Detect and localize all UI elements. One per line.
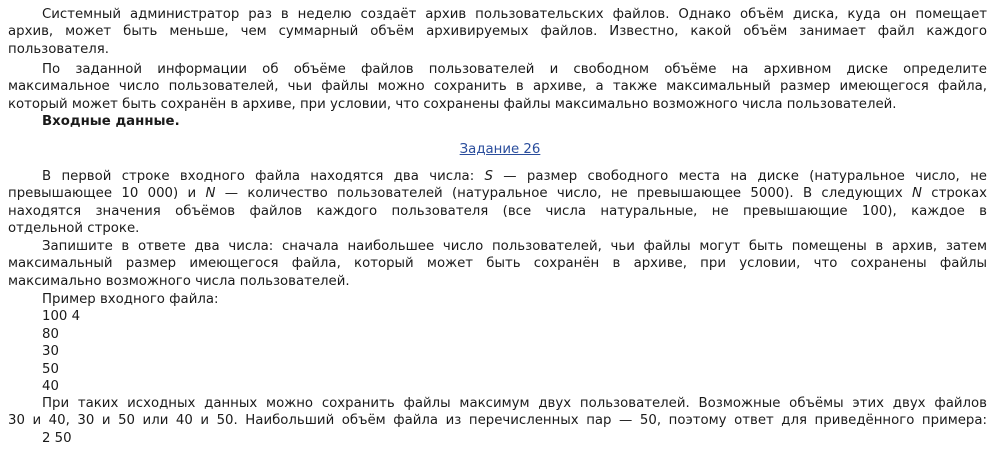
text-line: пользователя. [8,41,110,57]
text-line: отдельной строке. [8,221,140,237]
variable-s: S [484,169,493,184]
text-fragment: — размер свободного места на диске (натуральное число, не [492,169,987,184]
variable-n: N [205,186,216,202]
text-line: максимально возможного числа пользователей. [8,273,350,289]
text-line: находятся значения объёмов файлов каждого пользователя (все числа натуральные, не превышающие 100), каждое в [8,203,987,219]
example-line: 30 [42,344,59,360]
text-fragment: строках [921,186,987,202]
text-line: При таких исходных данных можно сохранить файлы максимум двух пользователей. Возможные объёмы этих двух файлов [42,396,987,411]
example-line: 50 [42,361,59,377]
explanation [0,395,1000,447]
text-line: Системный администратор раз в неделю создаёт архив пользовательских файлов. Однако объём диска, куда он помещает [42,7,987,22]
example-line: 100 4 [42,309,81,325]
example-line: 40 [42,379,59,395]
input-data-heading: Входные данные. [42,114,180,129]
text-line: максимальное число пользователей, чьи файлы можно сохранить в архиве, а также максимальный размер имеющегося файла, [8,79,987,95]
text-line: архив, может быть меньше, чем суммарный объём архивируемых файлов. Известно, какой объём занимает файл каждого [8,24,987,40]
text-line: 30 и 40, 30 и 50 или 40 и 50. Наибольший объём файла из перечисленных пар — 50, поэтому ответ для приведённого примера: [8,413,987,429]
input-heading [0,113,1000,130]
text-fragment: В первой строке входного файла находятся два числа: [42,169,485,184]
text-line: который может быть сохранён в архиве, при условии, что сохранены файлы максимально возможного числа пользователей. [8,96,897,112]
variable-n: N [912,186,922,202]
input-description [0,168,1000,238]
intro-paragraph-1 [0,6,1000,58]
example-input [0,291,1000,395]
example-line: 80 [42,326,59,342]
answer-instructions [0,238,1000,290]
task-26-link[interactable]: Задание 26 [459,142,541,157]
example-label: Пример входного файла: [42,292,219,307]
text-fragment: — количество пользователей (натуральное число, не превышающее 5000). В следующих [215,186,913,202]
task-link-row [0,141,1000,158]
text-line [0,168,1000,185]
text-line [0,185,1000,202]
text-line: максимальный размер имеющегося файла, который может быть сохранён в архиве, при условии, что сохранены файлы [8,256,987,272]
example-answer: 2 50 [42,430,72,446]
text-line: Запишите в ответе два числа: сначала наибольшее число пользователей, чьи файлы могут быть помещены в архив, затем [42,239,987,254]
intro-paragraph-2 [0,61,1000,113]
text-line: По заданной информации об объёме файлов пользователей и свободном объёме на архивном диске определите [42,62,987,77]
text-fragment: превышающее 10 000) и [8,186,206,202]
